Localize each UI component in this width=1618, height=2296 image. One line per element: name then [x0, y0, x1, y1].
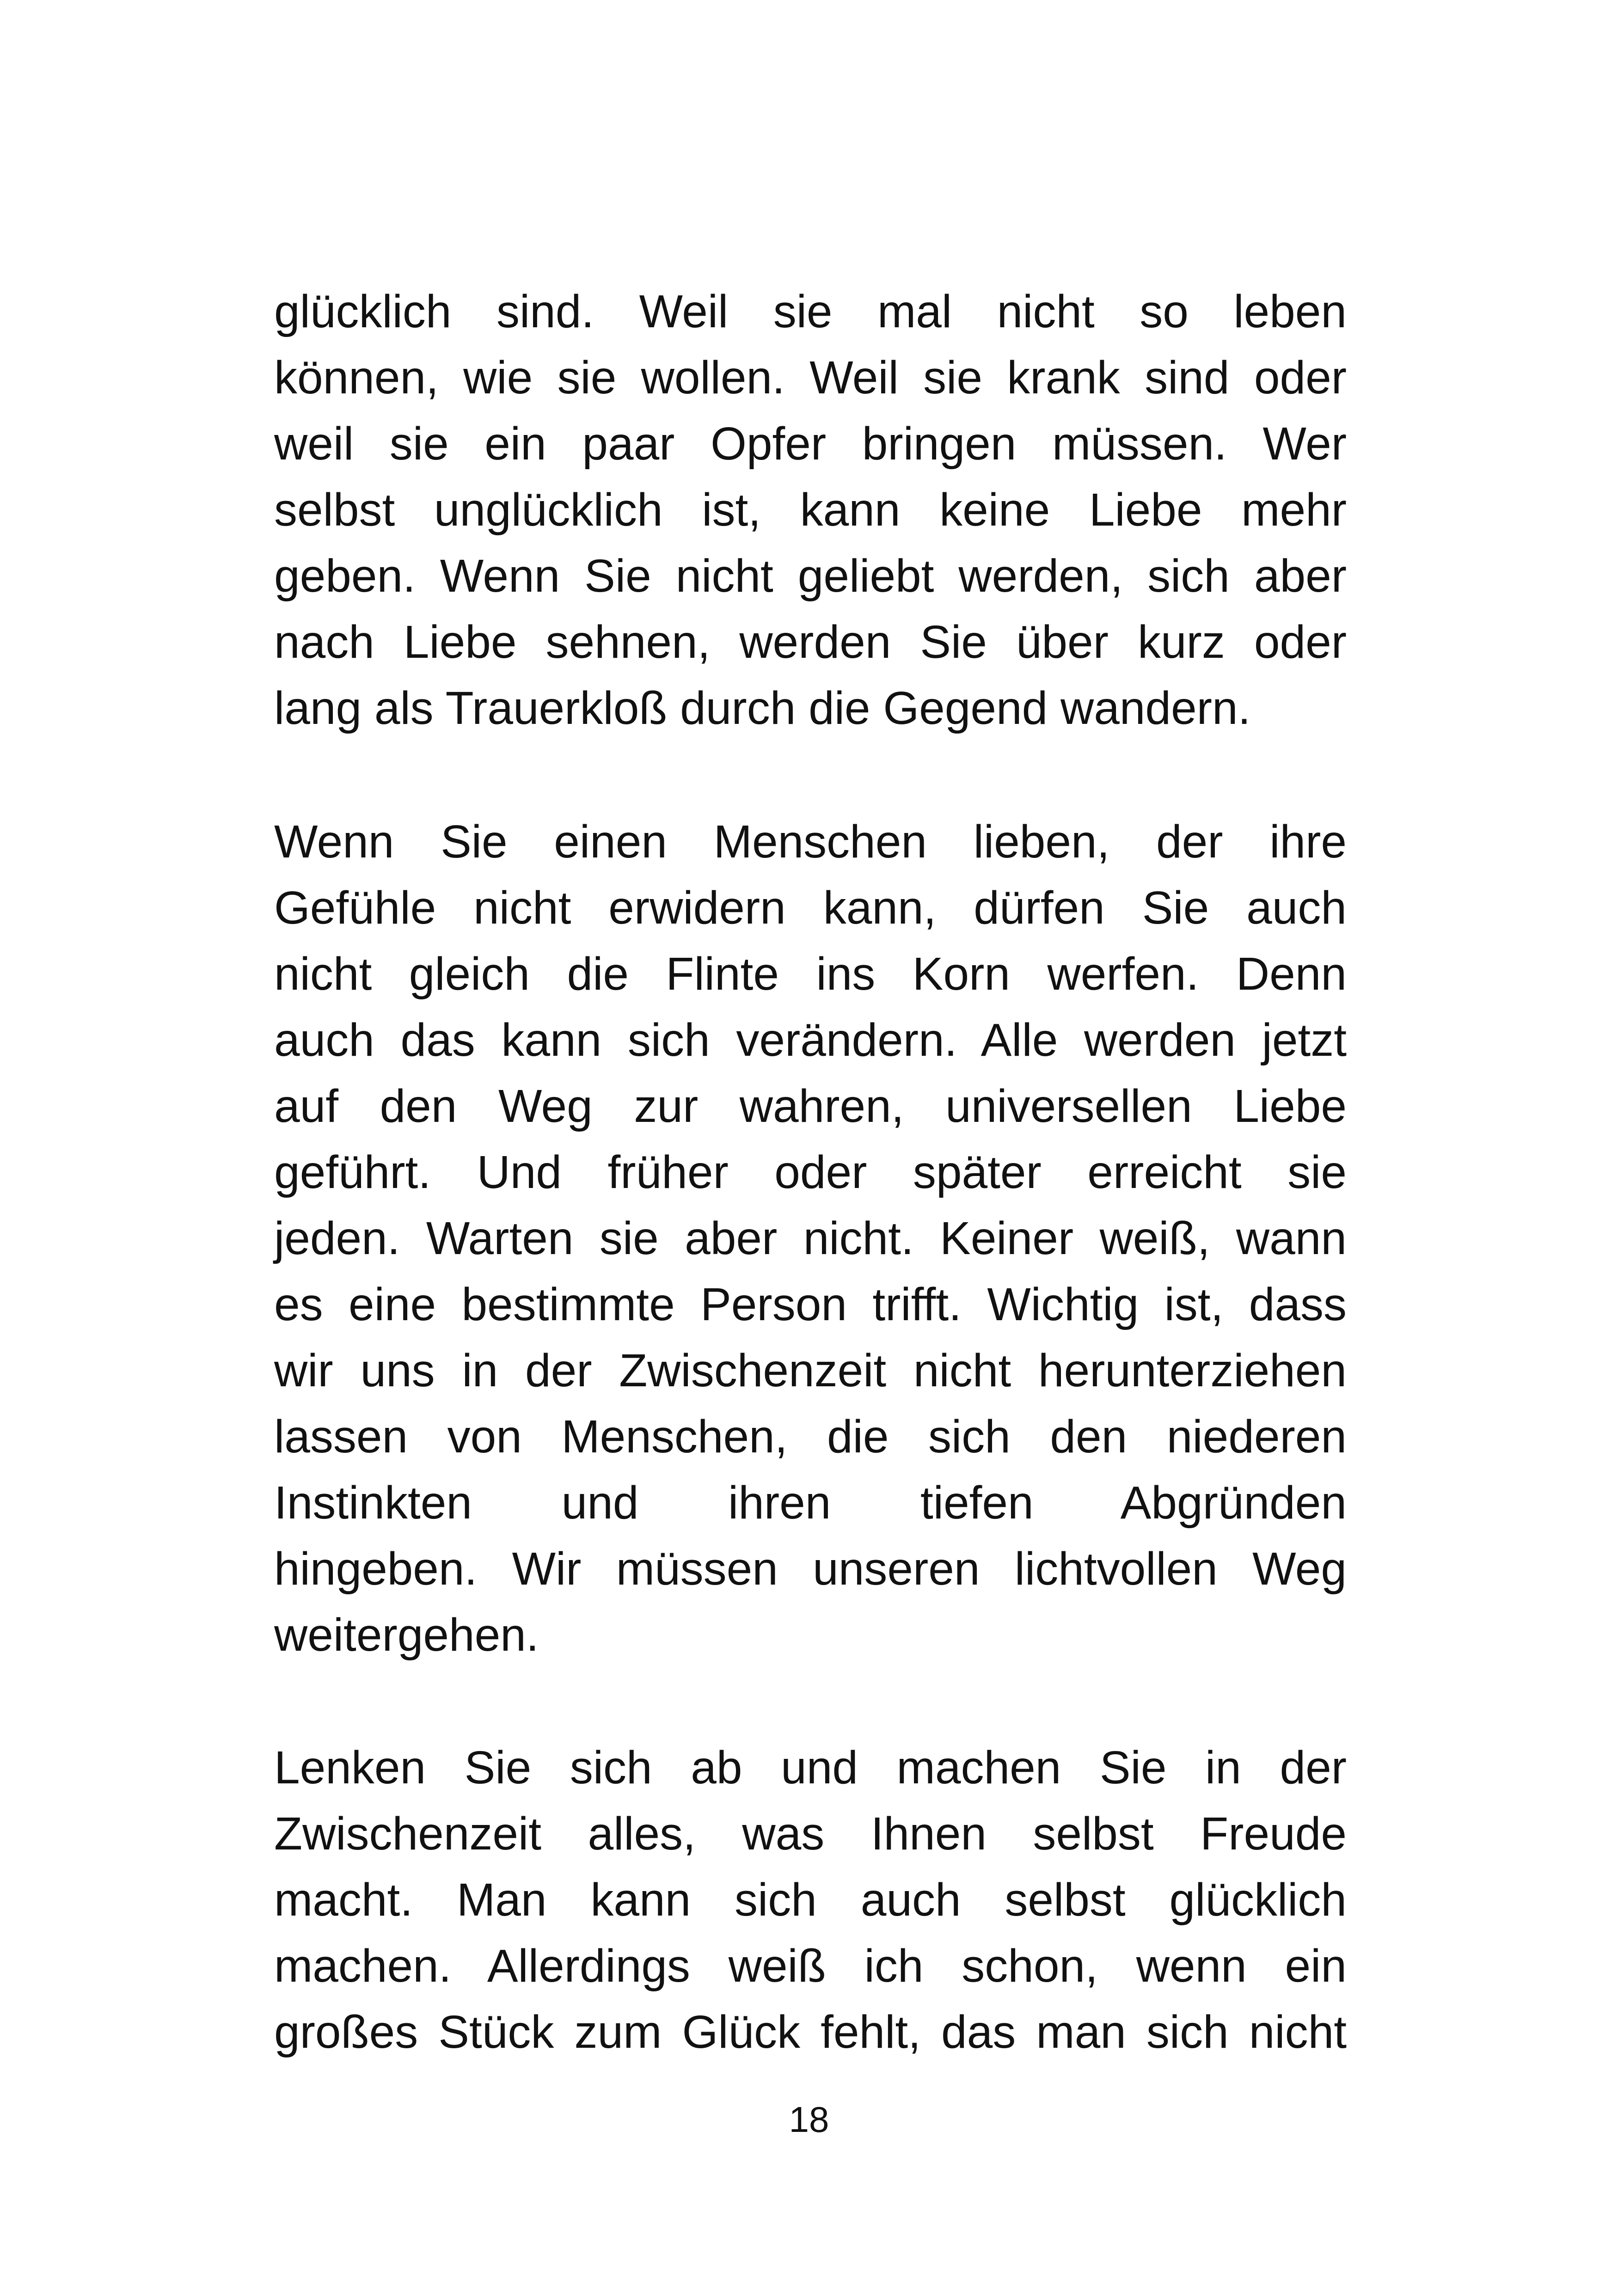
text-line: Instinkten und ihren tiefen Abgründen: [274, 1477, 1347, 1529]
text-line: hingeben. Wir müssen unseren lichtvollen Weg: [274, 1543, 1347, 1595]
text-line: auch das kann sich verändern. Alle werden jetzt: [274, 1014, 1347, 1066]
text-line: selbst unglücklich ist, kann keine Liebe mehr: [274, 484, 1347, 536]
text-line: nach Liebe sehnen, werden Sie über kurz oder: [274, 616, 1347, 668]
text-line: macht. Man kann sich auch selbst glücklich: [274, 1874, 1347, 1926]
text-line: Lenken Sie sich ab und machen Sie in der: [274, 1742, 1347, 1794]
text-line: wir uns in der Zwischenzeit nicht herunterziehen: [274, 1345, 1347, 1396]
text-line: nicht gleich die Flinte ins Korn werfen. Denn: [274, 948, 1347, 1000]
text-line: geführt. Und früher oder später erreicht sie: [274, 1146, 1347, 1198]
text-line: weitergehen.: [274, 1609, 539, 1661]
paragraph-3: [274, 1735, 1347, 2065]
text-line: großes Stück zum Glück fehlt, das man sich nicht: [274, 2006, 1347, 2058]
text-line: können, wie sie wollen. Weil sie krank sind oder: [274, 352, 1347, 404]
text-line: Gefühle nicht erwidern kann, dürfen Sie auch: [274, 882, 1347, 934]
paragraph-1: [274, 279, 1347, 741]
page-number: 18: [789, 2099, 829, 2140]
text-line: glücklich sind. Weil sie mal nicht so leben: [274, 286, 1347, 337]
text-line: lassen von Menschen, die sich den niederen: [274, 1411, 1347, 1463]
text-line: geben. Wenn Sie nicht geliebt werden, sich aber: [274, 550, 1347, 602]
text-line: auf den Weg zur wahren, universellen Liebe: [274, 1080, 1347, 1132]
text-line: weil sie ein paar Opfer bringen müssen. Wer: [274, 418, 1347, 470]
text-line: jeden. Warten sie aber nicht. Keiner weiß, wann: [274, 1212, 1347, 1264]
text-line: es eine bestimmte Person trifft. Wichtig ist, dass: [274, 1279, 1347, 1330]
text-line: Wenn Sie einen Menschen lieben, der ihre: [274, 816, 1347, 868]
text-line: machen. Allerdings weiß ich schon, wenn ein: [274, 1940, 1347, 1992]
text-line: lang als Trauerkloß durch die Gegend wandern.: [274, 682, 1251, 734]
text-line: Zwischenzeit alles, was Ihnen selbst Freude: [274, 1808, 1347, 1860]
paragraph-2: [274, 809, 1347, 1668]
